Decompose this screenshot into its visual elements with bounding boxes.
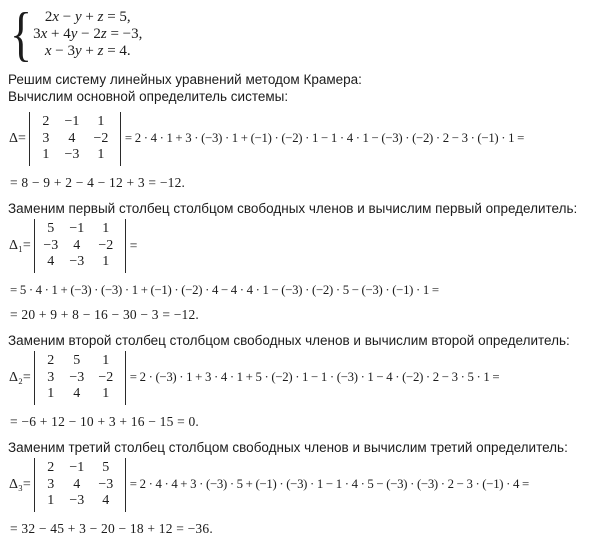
matrix-cell: 2 [47,460,55,475]
matrix-cell: −1 [64,114,80,129]
result-expression-3: = 32 − 45 + 3 − 20 − 18 + 12 = −36. [10,520,213,536]
system-brace: { [10,0,33,67]
matrix-cell: −1 [69,460,85,475]
method-intro-text: Решим систему линейных уравнений методом Крамера: [8,72,362,87]
matrix-cell: 1 [102,353,110,368]
delta2-label: Δ₂= [9,369,31,385]
third-determinant-equation [8,458,596,512]
matrix-cell: 1 [102,386,110,401]
result-expression-1: = 20 + 9 + 8 − 16 − 30 − 3 = −12. [10,306,200,322]
main-determinant-equation [8,112,596,166]
matrix-cell: 1 [97,147,105,162]
matrix-cell: 2 [42,114,50,129]
result-expression-2: = −6 + 12 − 10 + 3 + 16 − 15 = 0. [10,413,200,429]
matrix-cell: 1 [97,114,105,129]
equation-line-2: 3x + 4y − 2z = −3, [33,26,143,42]
third-determinant-intro-text: Заменим третий столбец столбцом свободных членов и вычислим третий определитель: [8,439,568,455]
result-expression-main: = 8 − 9 + 2 − 4 − 12 + 3 = −12. [10,174,186,190]
matrix-cell: 5 [73,353,81,368]
matrix-cell: −3 [69,254,85,269]
matrix-cell: 5 [47,221,55,236]
delta3-label: Δ₃= [9,476,31,492]
matrix-cell: 4 [68,130,76,146]
second-determinant-equation [8,351,596,405]
delta-label: Δ= [9,130,26,146]
determinant-matrix-2 [34,351,126,405]
matrix-cell: −2 [93,130,109,146]
system-equations [33,8,142,60]
matrix-cell: 1 [47,493,55,508]
matrix-cell: −3 [64,147,80,162]
matrix-cell: 3 [47,476,55,492]
first-determinant-intro-text: Заменим первый столбец столбцом свободных членов и вычислим первый определитель: [8,200,578,216]
matrix-cell: −3 [98,476,114,492]
equation-system [10,0,596,67]
matrix-cell: 1 [47,386,55,401]
determinant-matrix-main [29,112,121,166]
determinant-matrix-3 [34,458,126,512]
matrix-cell: 4 [73,476,81,492]
matrix-cell: 3 [42,130,50,146]
matrix-cell: 2 [47,353,55,368]
matrix-cell: 1 [102,254,110,269]
expansion-expression-main: = 2 · 4 · 1 + 3 · (−3) · 1 + (−1) · (−2) · 1 − 1 · 4 · 1 − (−3) · (−2) · 2 − 3 · (−1) · 1 = [124,131,525,146]
equation-line-1: 2x − y + z = 5, [44,9,131,25]
main-determinant-intro-text: Вычислим основной определитель системы: [8,88,289,104]
matrix-cell: −3 [69,493,85,508]
expansion-expression-3: = 2 · 4 · 4 + 3 · (−3) · 5 + (−1) · (−3) · 1 − 1 · 4 · 5 − (−3) · (−3) · 2 − 3 · (−1) · 4 = [129,477,529,492]
matrix-cell: 4 [73,237,81,253]
first-determinant-equation [8,219,596,273]
matrix-cell: 4 [73,386,81,401]
determinant-matrix-1 [34,219,126,273]
matrix-cell: 1 [42,147,50,162]
equals-sign: = [129,237,138,253]
expansion-expression-2: = 2 · (−3) · 1 + 3 · 4 · 1 + 5 · (−2) · 1 − 1 · (−3) · 1 − 4 · (−2) · 2 − 3 · 5 · 1 = [129,370,500,385]
matrix-cell: 4 [102,493,110,508]
matrix-cell: −1 [69,221,85,236]
matrix-cell: 4 [47,254,55,269]
matrix-cell: −2 [98,237,114,253]
intro-block [8,72,596,105]
matrix-cell: −3 [69,369,85,385]
matrix-cell: −3 [43,237,59,253]
second-determinant-intro-text: Заменим второй столбец столбцом свободных членов и вычислим второй определитель: [8,332,570,348]
matrix-cell: −2 [98,369,114,385]
matrix-cell: 3 [47,369,55,385]
equation-line-3: x − 3y + z = 4. [44,43,131,59]
matrix-cell: 5 [102,460,110,475]
delta1-label: Δ₁= [9,237,31,253]
expansion-expression-1: = 5 · 4 · 1 + (−3) · (−3) · 1 + (−1) · (−2) · 4 − 4 · 4 · 1 − (−3) · (−2) · 5 − (−3) · (−1) · 1 = [10,282,439,297]
matrix-cell: 1 [102,221,110,236]
